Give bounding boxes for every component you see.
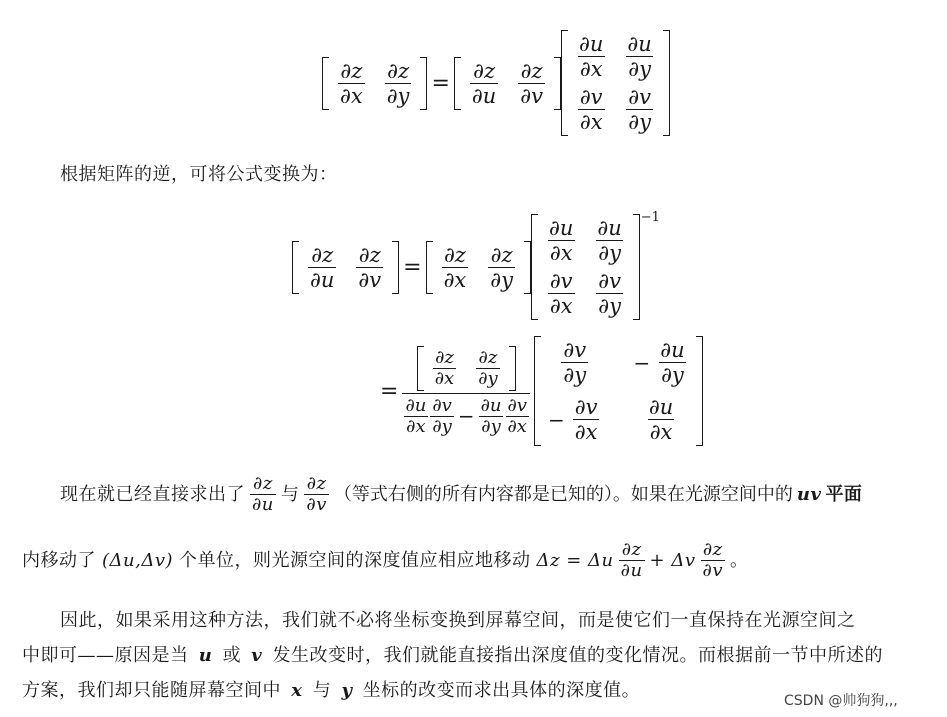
eq2-jac-den-22: ∂y	[598, 294, 621, 318]
eq2-jac-num-11: ∂u	[549, 216, 574, 240]
eq3-num-den-1: ∂x	[434, 367, 455, 389]
eq3-den-den-3: ∂y	[481, 415, 501, 437]
eq1-rhs-row	[454, 57, 561, 110]
paragraph-4-line-1: 因此，如果采用这种方法，我们就不必将坐标变换到屏幕空间，而是使它们一直保持在光源空间之	[60, 610, 856, 631]
csdn-watermark: CSDN @帅狗狗,,,	[784, 693, 898, 709]
para2-text-1: 现在就已经直接求出了	[60, 483, 245, 505]
eq2-rhs-den-1: ∂x	[443, 267, 467, 292]
para4-v: v	[251, 645, 263, 666]
eq3-adj-num-12: ∂u	[660, 338, 685, 362]
eq3-num-num-2: ∂z	[478, 346, 498, 368]
para2-frac2-num: ∂z	[306, 473, 327, 494]
eq3-num-den-2: ∂y	[478, 367, 498, 389]
para4-line3-a: 方案，我们却只能随屏幕空间中	[22, 680, 281, 701]
para3-frac2-num: ∂z	[702, 539, 723, 560]
eq1-jac-den-21: ∂x	[579, 110, 603, 134]
para2-text-2: （等式右侧的所有内容都是已知的）。如果在光源空间中的	[333, 483, 793, 505]
eq3-den-den-1: ∂x	[406, 415, 426, 437]
eq3-adj-minus-12: −	[633, 350, 651, 375]
para4-line2-a: 中即可——原因是当	[22, 645, 189, 666]
eq1-jacobian	[561, 30, 670, 136]
eq2-lhs-matrix	[292, 241, 399, 294]
para3-plus: + Δv	[649, 549, 696, 571]
eq1-lhs-matrix	[322, 57, 427, 110]
para4-line3-b: 坐标的改变而求出具体的深度值。	[362, 680, 641, 701]
eq2-jac-den-11: ∂x	[549, 241, 573, 265]
eq3-adj-den-12: ∂y	[661, 363, 684, 387]
eq1-rhs-den-2: ∂v	[520, 83, 543, 108]
eq3-den-num-2: ∂v	[432, 394, 452, 416]
paragraph-1: 根据矩阵的逆，可将公式变换为：	[60, 164, 338, 185]
para2-frac1-den: ∂u	[252, 494, 274, 515]
equation-3	[376, 336, 703, 446]
eq1-lhs-den-1: ∂x	[340, 83, 363, 108]
eq2-equals: =	[403, 254, 422, 280]
eq3-den-minus: −	[457, 404, 475, 428]
eq1-rhs-den-1: ∂u	[471, 83, 497, 108]
eq2-jac-num-22: ∂v	[598, 269, 621, 293]
para4-u: u	[198, 645, 213, 666]
eq2-jac-den-21: ∂x	[549, 294, 573, 318]
eq1-jac-num-11: ∂u	[579, 32, 604, 56]
para3-end: 。	[730, 549, 749, 571]
para4-line2-b: 发生改变时，我们就能直接指出深度值的变化情况。而根据前一节中所述的	[272, 645, 883, 666]
paragraph-2	[60, 474, 862, 515]
para3-frac1-num: ∂z	[621, 539, 642, 560]
eq1-jac-den-11: ∂x	[579, 57, 603, 81]
eq2-jac-num-21: ∂v	[549, 269, 573, 293]
para3-delta-z: Δz = Δu	[536, 549, 614, 571]
eq3-den-num-3: ∂u	[480, 394, 502, 416]
eq3-num-row	[417, 346, 516, 391]
eq3-adj-num-11: ∂v	[563, 338, 587, 362]
eq2-rhs-row	[426, 241, 531, 294]
eq2-lhs-num-1: ∂z	[311, 242, 334, 267]
para3-delta-pair: (Δu,Δv)	[102, 549, 174, 571]
para2-frac1-num: ∂z	[253, 473, 273, 494]
eq2-jacobian	[531, 214, 640, 320]
eq2-rhs-den-2: ∂y	[490, 267, 513, 292]
eq2-jac-den-12: ∂y	[598, 241, 621, 265]
para4-y: y	[341, 680, 353, 701]
eq3-num-num-1: ∂z	[435, 346, 454, 368]
eq3-denominator	[402, 393, 530, 437]
eq3-adj-num-22: ∂u	[648, 395, 674, 419]
eq3-adj-den-22: ∂x	[649, 420, 673, 444]
para2-frac2-den: ∂v	[306, 494, 327, 515]
eq2-lhs-den-1: ∂u	[310, 267, 335, 292]
equation-2	[292, 210, 660, 320]
eq1-rhs-num-2: ∂z	[520, 58, 543, 83]
eq2-lhs-num-2: ∂z	[358, 242, 381, 267]
eq1-lhs-num-2: ∂z	[387, 58, 410, 83]
para3-text-1: 内移动了	[22, 549, 96, 571]
equation-1	[322, 30, 670, 136]
eq3-fraction	[402, 346, 530, 437]
para4-or: 或	[222, 645, 242, 666]
para2-text-3: 平面	[825, 483, 863, 505]
para2-uv: uv	[796, 483, 822, 505]
paragraph-3	[22, 540, 749, 581]
eq3-adjugate	[534, 336, 703, 446]
eq2-rhs-num-2: ∂z	[490, 242, 513, 267]
eq3-adj-den-21: ∂x	[574, 420, 598, 444]
eq3-equals: =	[380, 378, 399, 404]
para4-x: x	[291, 680, 303, 701]
para4-with: 与	[312, 680, 332, 701]
para3-frac2-den: ∂v	[702, 560, 724, 581]
eq1-jac-num-21: ∂v	[579, 85, 603, 109]
para3-text-2: 个单位，则光源空间的深度值应相应地移动	[179, 549, 531, 571]
eq2-rhs-num-1: ∂z	[443, 242, 466, 267]
paragraph-4-line-3	[22, 676, 640, 706]
eq1-lhs-num-1: ∂z	[340, 58, 363, 83]
paragraph-4-line-2	[22, 641, 883, 671]
eq3-adj-num-21: ∂v	[574, 395, 598, 419]
eq2-inverse-exponent: −1	[640, 210, 660, 225]
eq1-jac-den-22: ∂y	[628, 110, 651, 134]
eq2-lhs-den-2: ∂v	[358, 267, 382, 292]
eq1-jac-num-22: ∂v	[628, 85, 651, 109]
eq1-jac-den-12: ∂y	[628, 57, 651, 81]
para3-frac1-den: ∂u	[620, 560, 643, 581]
eq3-den-num-1: ∂u	[405, 394, 427, 416]
eq3-den-den-2: ∂y	[432, 415, 452, 437]
eq2-jac-num-12: ∂u	[597, 216, 622, 240]
para2-and: 与	[280, 483, 300, 505]
eq3-adj-den-11: ∂y	[563, 363, 587, 387]
eq1-lhs-den-2: ∂y	[386, 83, 410, 108]
eq3-den-den-4: ∂x	[507, 415, 527, 437]
eq1-rhs-num-1: ∂z	[473, 58, 496, 83]
eq1-equals: =	[431, 70, 450, 96]
eq3-adj-minus-21: −	[547, 407, 565, 432]
eq3-den-num-4: ∂v	[507, 394, 527, 416]
eq1-jac-num-12: ∂u	[627, 32, 652, 56]
